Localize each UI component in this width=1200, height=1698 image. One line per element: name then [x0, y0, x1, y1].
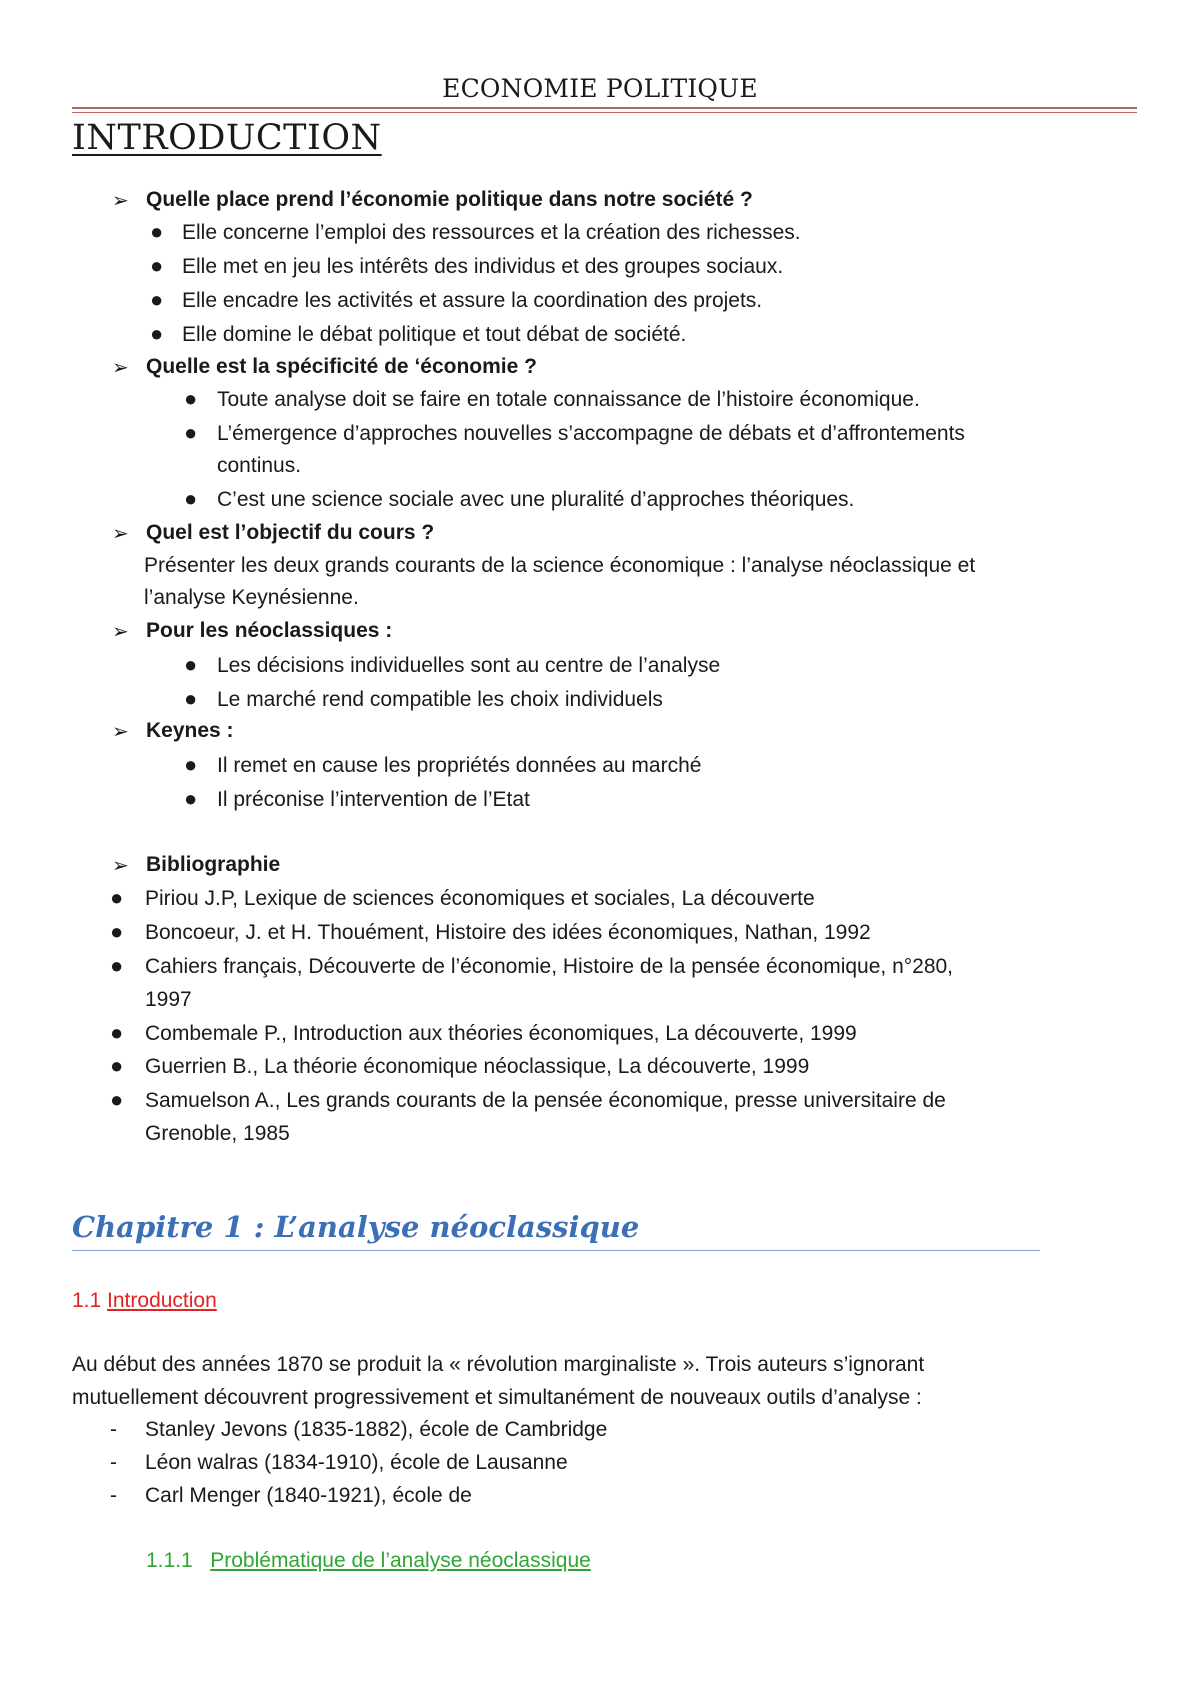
subsection-1-1-1-heading[interactable]	[146, 1547, 591, 1575]
question-4: Pour les néoclassiques :	[146, 619, 393, 642]
list-item: Il remet en cause les propriétés données au marché	[217, 754, 702, 777]
dash-bullet: -	[110, 1451, 117, 1474]
list-item: Elle concerne l’emploi des ressources et la création des richesses.	[182, 221, 801, 244]
bullet-icon: ●	[184, 652, 198, 677]
bullet-icon: ●	[110, 1087, 124, 1112]
dash-bullet: -	[110, 1484, 117, 1507]
paragraph-line: Présenter les deux grands courants de la science économique : l’analyse néoclassique et	[144, 554, 976, 577]
bullet-icon: ●	[150, 321, 164, 346]
chapter-title-rule	[72, 1250, 1040, 1251]
bullet-icon: ●	[184, 386, 198, 411]
bullet-icon: ●	[110, 919, 124, 944]
question-1: Quelle place prend l’économie politique dans notre société ?	[146, 188, 753, 211]
bibliography-item: Piriou J.P, Lexique de sciences économiques et sociales, La découverte	[145, 887, 815, 910]
question-3: Quel est l’objectif du cours ?	[146, 521, 435, 544]
bullet-icon: ●	[184, 420, 198, 445]
list-item: Elle met en jeu les intérêts des individus et des groupes sociaux.	[182, 255, 784, 278]
bullet-icon: ●	[150, 219, 164, 244]
list-item: Les décisions individuelles sont au centre de l’analyse	[217, 654, 721, 677]
author-item: Stanley Jevons (1835-1882), école de Cambridge	[145, 1418, 608, 1441]
arrow-bullet-icon: ➢	[112, 523, 129, 545]
list-item: L’émergence d’approches nouvelles s’accompagne de débats et d’affrontements	[217, 422, 965, 445]
list-item: Elle domine le débat politique et tout débat de société.	[182, 323, 687, 346]
header-rule-thin	[72, 112, 1137, 113]
bullet-icon: ●	[184, 786, 198, 811]
list-item-continuation: continus.	[217, 454, 302, 477]
bibliography-item: Samuelson A., Les grands courants de la pensée économique, presse universitaire de	[145, 1089, 946, 1112]
header-rule	[72, 107, 1137, 109]
question-5: Keynes :	[146, 719, 234, 742]
bibliography-heading: Bibliographie	[146, 853, 281, 876]
arrow-bullet-icon: ➢	[112, 855, 129, 877]
bibliography-item: Guerrien B., La théorie économique néoclassique, La découverte, 1999	[145, 1055, 810, 1078]
bullet-icon: ●	[110, 953, 124, 978]
subsection-title: Problématique de l’analyse néoclassique	[210, 1549, 591, 1572]
list-item: Elle encadre les activités et assure la coordination des projets.	[182, 289, 763, 312]
section-title: Introduction	[107, 1289, 217, 1312]
author-item: Carl Menger (1840-1921), école de	[145, 1484, 472, 1507]
bullet-icon: ●	[150, 253, 164, 278]
bullet-icon: ●	[110, 1053, 124, 1078]
bullet-icon: ●	[110, 885, 124, 910]
bullet-icon: ●	[184, 752, 198, 777]
section-1-1-heading[interactable]	[72, 1287, 217, 1315]
bibliography-item-continuation: 1997	[145, 988, 192, 1011]
bullet-icon: ●	[184, 686, 198, 711]
arrow-bullet-icon: ➢	[112, 357, 129, 379]
bullet-icon: ●	[110, 1020, 124, 1045]
chapter-1-title: Chapitre 1 : L’analyse néoclassique	[72, 1210, 640, 1244]
bullet-icon: ●	[184, 486, 198, 511]
page-header-title: ECONOMIE POLITIQUE	[442, 74, 758, 103]
bibliography-item-continuation: Grenoble, 1985	[145, 1122, 290, 1145]
section-number: 1.1	[72, 1289, 102, 1312]
subsection-number: 1.1.1	[146, 1549, 193, 1572]
question-2: Quelle est la spécificité de ‘économie ?	[146, 355, 537, 378]
arrow-bullet-icon: ➢	[112, 621, 129, 643]
paragraph-line: mutuellement découvrent progressivement et simultanément de nouveaux outils d’analyse :	[72, 1386, 922, 1409]
list-item: Le marché rend compatible les choix individuels	[217, 688, 663, 711]
list-item: C’est une science sociale avec une pluralité d’approches théoriques.	[217, 488, 855, 511]
dash-bullet: -	[110, 1418, 117, 1441]
bullet-icon: ●	[150, 287, 164, 312]
list-item: Il préconise l’intervention de l’Etat	[217, 788, 530, 811]
paragraph-line: l’analyse Keynésienne.	[144, 586, 359, 609]
arrow-bullet-icon: ➢	[112, 190, 129, 212]
bibliography-item: Cahiers français, Découverte de l’économie, Histoire de la pensée économique, n°280,	[145, 955, 954, 978]
bibliography-item: Combemale P., Introduction aux théories économiques, La découverte, 1999	[145, 1022, 857, 1045]
paragraph-line: Au début des années 1870 se produit la « révolution marginaliste ». Trois auteurs s’ignorant	[72, 1353, 925, 1376]
introduction-heading: INTRODUCTION	[72, 118, 382, 158]
arrow-bullet-icon: ➢	[112, 721, 129, 743]
list-item: Toute analyse doit se faire en totale connaissance de l’histoire économique.	[217, 388, 920, 411]
bibliography-item: Boncoeur, J. et H. Thouément, Histoire des idées économiques, Nathan, 1992	[145, 921, 871, 944]
author-item: Léon walras (1834-1910), école de Lausanne	[145, 1451, 568, 1474]
